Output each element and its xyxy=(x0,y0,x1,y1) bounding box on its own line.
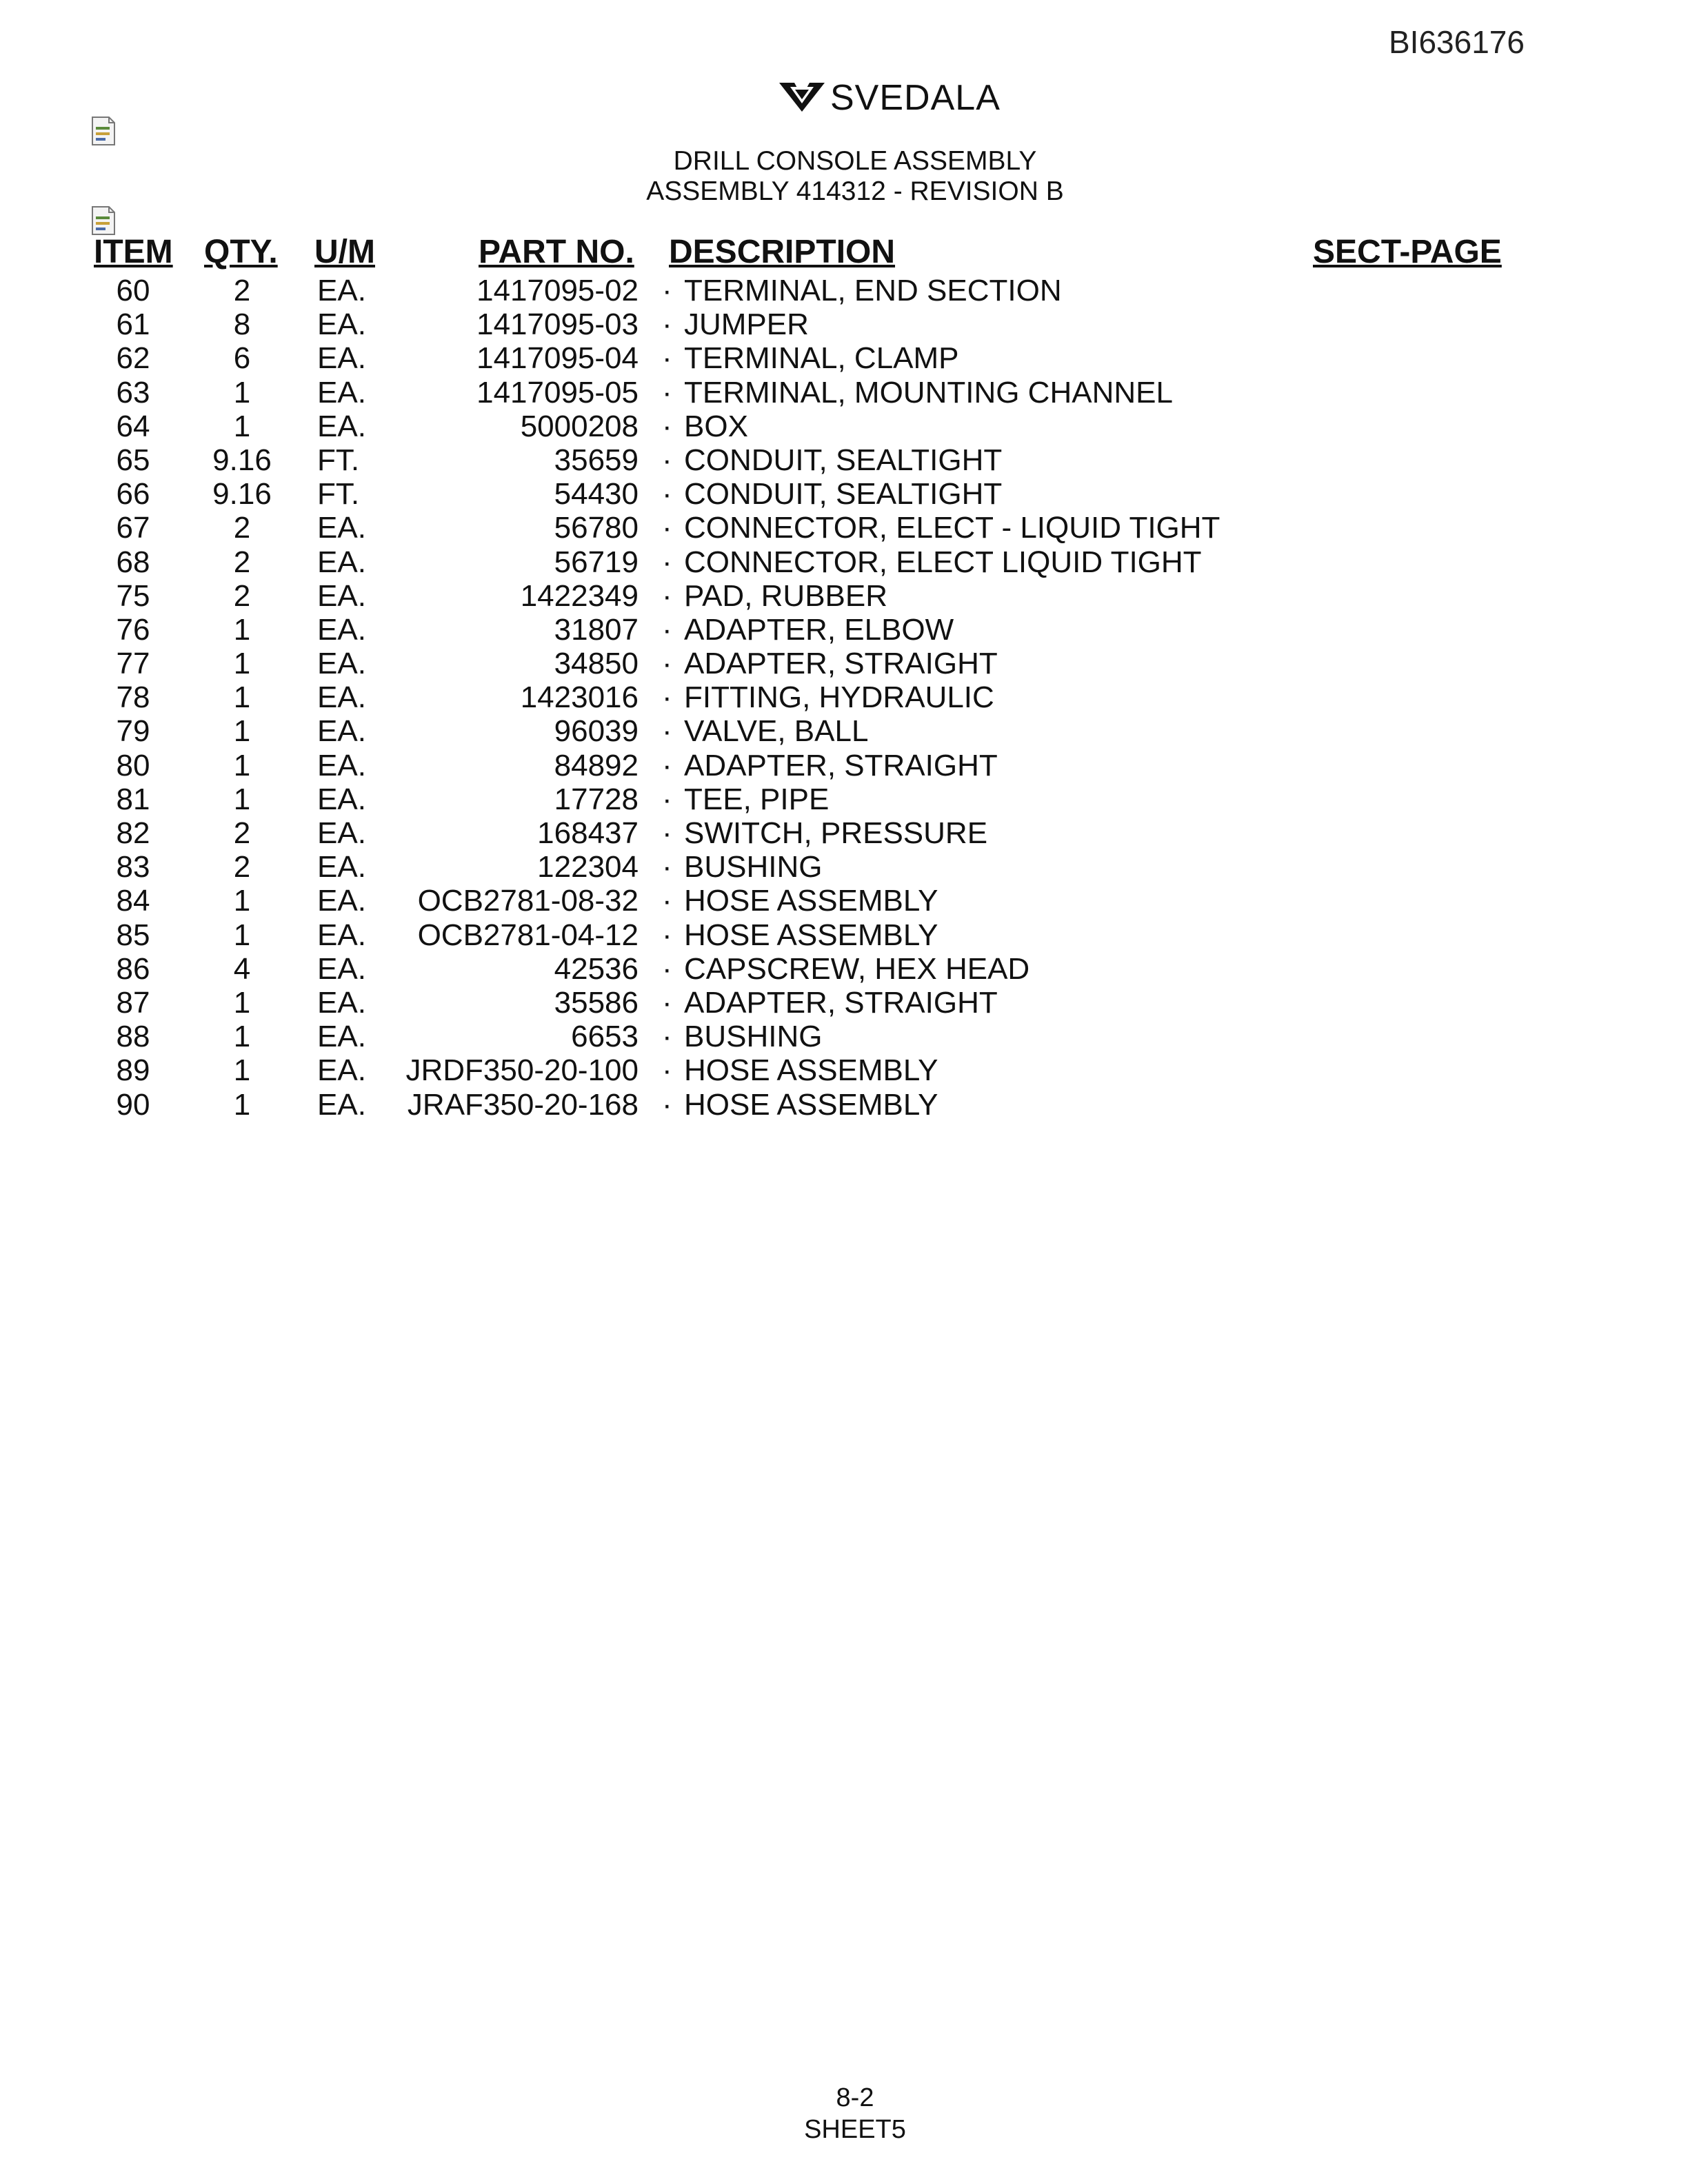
table-row xyxy=(0,680,1688,714)
bullet-marker: · xyxy=(662,714,672,749)
part-no-cell: 35659 xyxy=(554,443,639,477)
description-cell: ADAPTER, STRAIGHT xyxy=(684,985,998,1020)
parts-table xyxy=(0,274,1688,1122)
bullet-marker: · xyxy=(662,341,672,376)
description-cell: CONNECTOR, ELECT - LIQUID TIGHT xyxy=(684,511,1220,545)
item-cell: 67 xyxy=(116,511,150,545)
description-cell: HOSE ASSEMBLY xyxy=(684,1087,938,1122)
table-row xyxy=(0,986,1688,1020)
assembly-subtitle: ASSEMBLY 414312 - REVISION B xyxy=(646,176,1064,206)
qty-cell: 1 xyxy=(233,1087,251,1122)
part-no-cell: 1417095-04 xyxy=(476,341,639,376)
part-no-cell: 84892 xyxy=(554,748,639,782)
bullet-marker: · xyxy=(662,951,672,986)
part-no-cell: 6653 xyxy=(571,1020,639,1054)
description-cell: TERMINAL, MOUNTING CHANNEL xyxy=(684,375,1173,410)
column-header-part-no: PART NO. xyxy=(479,234,634,270)
table-row xyxy=(0,1088,1688,1122)
table-row xyxy=(0,816,1688,850)
table-row xyxy=(0,714,1688,748)
column-header-sect-page: SECT-PAGE xyxy=(1313,234,1502,270)
um-cell: EA. xyxy=(317,1053,366,1088)
um-cell: FT. xyxy=(317,477,360,512)
logo-text: SVEDALA xyxy=(830,78,1001,118)
item-cell: 62 xyxy=(116,341,150,376)
description-cell: TERMINAL, CLAMP xyxy=(684,341,959,376)
description-cell: BUSHING xyxy=(684,850,823,884)
page-number: 8-2 xyxy=(836,2083,874,2112)
bullet-marker: · xyxy=(662,985,672,1020)
qty-cell: 1 xyxy=(233,782,251,816)
bullet-marker: · xyxy=(662,307,672,342)
qty-cell: 2 xyxy=(233,545,251,579)
description-cell: ADAPTER, STRAIGHT xyxy=(684,647,998,681)
table-row xyxy=(0,952,1688,986)
column-header-description: DESCRIPTION xyxy=(669,234,896,270)
table-row xyxy=(0,918,1688,952)
description-cell: ADAPTER, STRAIGHT xyxy=(684,748,998,782)
item-cell: 83 xyxy=(116,850,150,884)
table-row xyxy=(0,477,1688,511)
item-cell: 75 xyxy=(116,578,150,613)
part-no-cell: JRDF350-20-100 xyxy=(405,1053,639,1088)
um-cell: EA. xyxy=(317,884,366,918)
qty-cell: 1 xyxy=(233,918,251,952)
part-no-cell: 5000208 xyxy=(520,409,639,443)
bullet-marker: · xyxy=(662,274,672,307)
um-cell: EA. xyxy=(317,375,366,410)
table-row xyxy=(0,511,1688,545)
bullet-marker: · xyxy=(662,680,672,715)
item-cell: 79 xyxy=(116,714,150,749)
description-cell: CONDUIT, SEALTIGHT xyxy=(684,443,1003,477)
description-cell: FITTING, HYDRAULIC xyxy=(684,680,994,715)
bullet-marker: · xyxy=(662,1053,672,1088)
table-row xyxy=(0,341,1688,375)
bullet-marker: · xyxy=(662,782,672,816)
um-cell: EA. xyxy=(317,612,366,647)
table-row xyxy=(0,884,1688,918)
item-cell: 81 xyxy=(116,782,150,816)
item-cell: 90 xyxy=(116,1087,150,1122)
column-header-item: ITEM xyxy=(94,234,173,270)
qty-cell: 1 xyxy=(233,985,251,1020)
qty-cell: 1 xyxy=(233,680,251,715)
document-id: BI636176 xyxy=(1389,24,1525,60)
qty-cell: 4 xyxy=(233,951,251,986)
qty-cell: 1 xyxy=(233,884,251,918)
column-header-um: U/M xyxy=(314,234,375,270)
qty-cell: 2 xyxy=(233,511,251,545)
description-cell: SWITCH, PRESSURE xyxy=(684,816,988,850)
um-cell: EA. xyxy=(317,409,366,443)
bullet-marker: · xyxy=(662,545,672,579)
table-row xyxy=(0,410,1688,443)
description-cell: CAPSCREW, HEX HEAD xyxy=(684,951,1030,986)
item-cell: 61 xyxy=(116,307,150,342)
qty-cell: 2 xyxy=(233,274,251,307)
bullet-marker: · xyxy=(662,884,672,918)
description-cell: HOSE ASSEMBLY xyxy=(684,918,938,952)
part-no-cell: OCB2781-08-32 xyxy=(417,884,639,918)
item-cell: 88 xyxy=(116,1020,150,1054)
um-cell: EA. xyxy=(317,714,366,749)
description-cell: HOSE ASSEMBLY xyxy=(684,1053,938,1088)
table-row xyxy=(0,579,1688,613)
table-row xyxy=(0,647,1688,680)
document-icon xyxy=(91,116,116,146)
qty-cell: 1 xyxy=(233,1020,251,1054)
description-cell: TEE, PIPE xyxy=(684,782,830,816)
part-no-cell: 17728 xyxy=(554,782,639,816)
bullet-marker: · xyxy=(662,1087,672,1122)
qty-cell: 1 xyxy=(233,714,251,749)
sheet-label: SHEET5 xyxy=(804,2115,906,2144)
item-cell: 87 xyxy=(116,985,150,1020)
description-cell: TERMINAL, END SECTION xyxy=(684,274,1062,307)
um-cell: EA. xyxy=(317,545,366,579)
um-cell: EA. xyxy=(317,647,366,681)
description-cell: HOSE ASSEMBLY xyxy=(684,884,938,918)
svedala-logo xyxy=(776,77,1001,119)
table-row xyxy=(0,545,1688,579)
part-no-cell: 42536 xyxy=(554,951,639,986)
bullet-marker: · xyxy=(662,647,672,681)
qty-cell: 1 xyxy=(233,409,251,443)
bullet-marker: · xyxy=(662,409,672,443)
part-no-cell: OCB2781-04-12 xyxy=(417,918,639,952)
um-cell: EA. xyxy=(317,918,366,952)
description-cell: PAD, RUBBER xyxy=(684,578,888,613)
document-title: DRILL CONSOLE ASSEMBLY xyxy=(673,146,1037,176)
um-cell: EA. xyxy=(317,748,366,782)
table-row xyxy=(0,749,1688,782)
part-no-cell: 35586 xyxy=(554,985,639,1020)
um-cell: EA. xyxy=(317,985,366,1020)
part-no-cell: 1423016 xyxy=(520,680,639,715)
bullet-marker: · xyxy=(662,578,672,613)
um-cell: EA. xyxy=(317,1020,366,1054)
item-cell: 82 xyxy=(116,816,150,850)
column-header-qty: QTY. xyxy=(204,234,278,270)
qty-cell: 1 xyxy=(233,375,251,410)
item-cell: 60 xyxy=(116,274,150,307)
table-row xyxy=(0,376,1688,410)
qty-cell: 1 xyxy=(233,748,251,782)
part-no-cell: 56719 xyxy=(554,545,639,579)
um-cell: EA. xyxy=(317,578,366,613)
um-cell: EA. xyxy=(317,782,366,816)
item-cell: 76 xyxy=(116,612,150,647)
table-row xyxy=(0,782,1688,816)
part-no-cell: 1417095-02 xyxy=(476,274,639,307)
item-cell: 77 xyxy=(116,647,150,681)
qty-cell: 2 xyxy=(233,578,251,613)
part-no-cell: 1417095-03 xyxy=(476,307,639,342)
um-cell: EA. xyxy=(317,511,366,545)
um-cell: EA. xyxy=(317,1087,366,1122)
table-row xyxy=(0,307,1688,341)
description-cell: CONNECTOR, ELECT LIQUID TIGHT xyxy=(684,545,1202,579)
bullet-marker: · xyxy=(662,748,672,782)
description-cell: CONDUIT, SEALTIGHT xyxy=(684,477,1003,512)
table-row xyxy=(0,274,1688,307)
part-no-cell: 1417095-05 xyxy=(476,375,639,410)
item-cell: 89 xyxy=(116,1053,150,1088)
svedala-logo-icon xyxy=(776,79,827,118)
bullet-marker: · xyxy=(662,612,672,647)
document-icon xyxy=(91,205,116,236)
part-no-cell: 122304 xyxy=(537,850,639,884)
table-row xyxy=(0,1020,1688,1053)
bullet-marker: · xyxy=(662,1020,672,1054)
um-cell: EA. xyxy=(317,850,366,884)
qty-cell: 8 xyxy=(233,307,251,342)
item-cell: 78 xyxy=(116,680,150,715)
part-no-cell: 56780 xyxy=(554,511,639,545)
table-row xyxy=(0,443,1688,477)
um-cell: EA. xyxy=(317,951,366,986)
part-no-cell: 1422349 xyxy=(520,578,639,613)
item-cell: 68 xyxy=(116,545,150,579)
qty-cell: 1 xyxy=(233,647,251,681)
um-cell: EA. xyxy=(317,341,366,376)
part-no-cell: 34850 xyxy=(554,647,639,681)
um-cell: EA. xyxy=(317,816,366,850)
part-no-cell: 96039 xyxy=(554,714,639,749)
qty-cell: 1 xyxy=(233,1053,251,1088)
table-row xyxy=(0,850,1688,884)
bullet-marker: · xyxy=(662,850,672,884)
qty-cell: 1 xyxy=(233,612,251,647)
bullet-marker: · xyxy=(662,816,672,850)
qty-cell: 2 xyxy=(233,816,251,850)
description-cell: VALVE, BALL xyxy=(684,714,869,749)
um-cell: FT. xyxy=(317,443,360,477)
um-cell: EA. xyxy=(317,307,366,342)
description-cell: BUSHING xyxy=(684,1020,823,1054)
description-cell: JUMPER xyxy=(684,307,809,342)
bullet-marker: · xyxy=(662,511,672,545)
part-no-cell: 168437 xyxy=(537,816,639,850)
qty-cell: 9.16 xyxy=(212,443,272,477)
part-no-cell: 31807 xyxy=(554,612,639,647)
bullet-marker: · xyxy=(662,918,672,952)
description-cell: ADAPTER, ELBOW xyxy=(684,612,954,647)
qty-cell: 9.16 xyxy=(212,477,272,512)
table-row xyxy=(0,1053,1688,1087)
item-cell: 63 xyxy=(116,375,150,410)
item-cell: 85 xyxy=(116,918,150,952)
description-cell: BOX xyxy=(684,409,748,443)
part-no-cell: JRAF350-20-168 xyxy=(407,1087,639,1122)
um-cell: EA. xyxy=(317,680,366,715)
bullet-marker: · xyxy=(662,375,672,410)
item-cell: 84 xyxy=(116,884,150,918)
qty-cell: 6 xyxy=(233,341,251,376)
item-cell: 86 xyxy=(116,951,150,986)
table-row xyxy=(0,613,1688,647)
um-cell: EA. xyxy=(317,274,366,307)
bullet-marker: · xyxy=(662,443,672,477)
item-cell: 64 xyxy=(116,409,150,443)
item-cell: 65 xyxy=(116,443,150,477)
qty-cell: 2 xyxy=(233,850,251,884)
item-cell: 80 xyxy=(116,748,150,782)
item-cell: 66 xyxy=(116,477,150,512)
bullet-marker: · xyxy=(662,477,672,512)
part-no-cell: 54430 xyxy=(554,477,639,512)
